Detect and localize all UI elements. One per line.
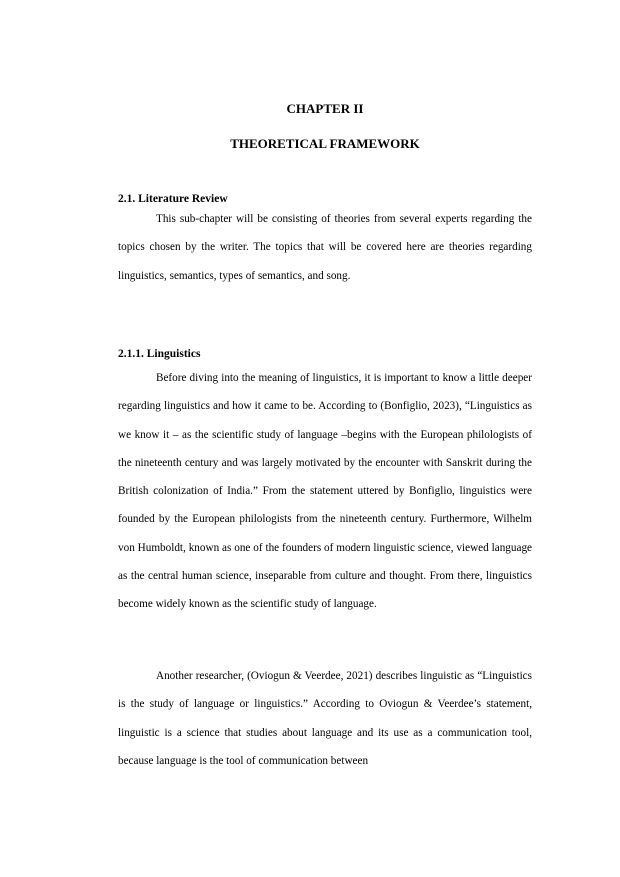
paragraph-literature-review: This sub-chapter will be consisting of theories from several experts regarding the topics chosen by the writer. The topics that will be covered here are theories regarding linguistics, semantics, types of semantics, and song. xyxy=(118,213,532,282)
chapter-title: THEORETICAL FRAMEWORK xyxy=(230,136,420,151)
chapter-number: CHAPTER II xyxy=(286,101,364,116)
paragraph-linguistics-2: Another researcher, (Oviogun & Veerdee, 2021) describes linguistic as “Linguistics is the study of language or linguistics.” According to Oviogun & Veerdee’s statement, linguistic is a science that studies about language and its use as a communication tool, because language is the tool of communication between xyxy=(118,670,532,767)
paragraph-linguistics-1: Before diving into the meaning of linguistics, it is important to know a little deeper regarding linguistics and how it came to be. According to (Bonfiglio, 2023), “Linguistics as we know it – as the scientific study of language –begins with the European philologists of the nineteenth century and was largely motivated by the encounter with Sanskrit during the British colonization of India.” From the statement uttered by Bonfiglio, linguistics were founded by the European philologists from the nineteenth century. Furthermore, Wilhelm von Humboldt, known as one of the founders of modern linguistic science, viewed language as the central human science, inseparable from culture and thought. From there, linguistics become widely known as the scientific study of language. xyxy=(118,372,532,611)
section-heading-literature-review: 2.1. Literature Review xyxy=(118,193,228,205)
section-heading-linguistics: 2.1.1. Linguistics xyxy=(118,348,201,360)
